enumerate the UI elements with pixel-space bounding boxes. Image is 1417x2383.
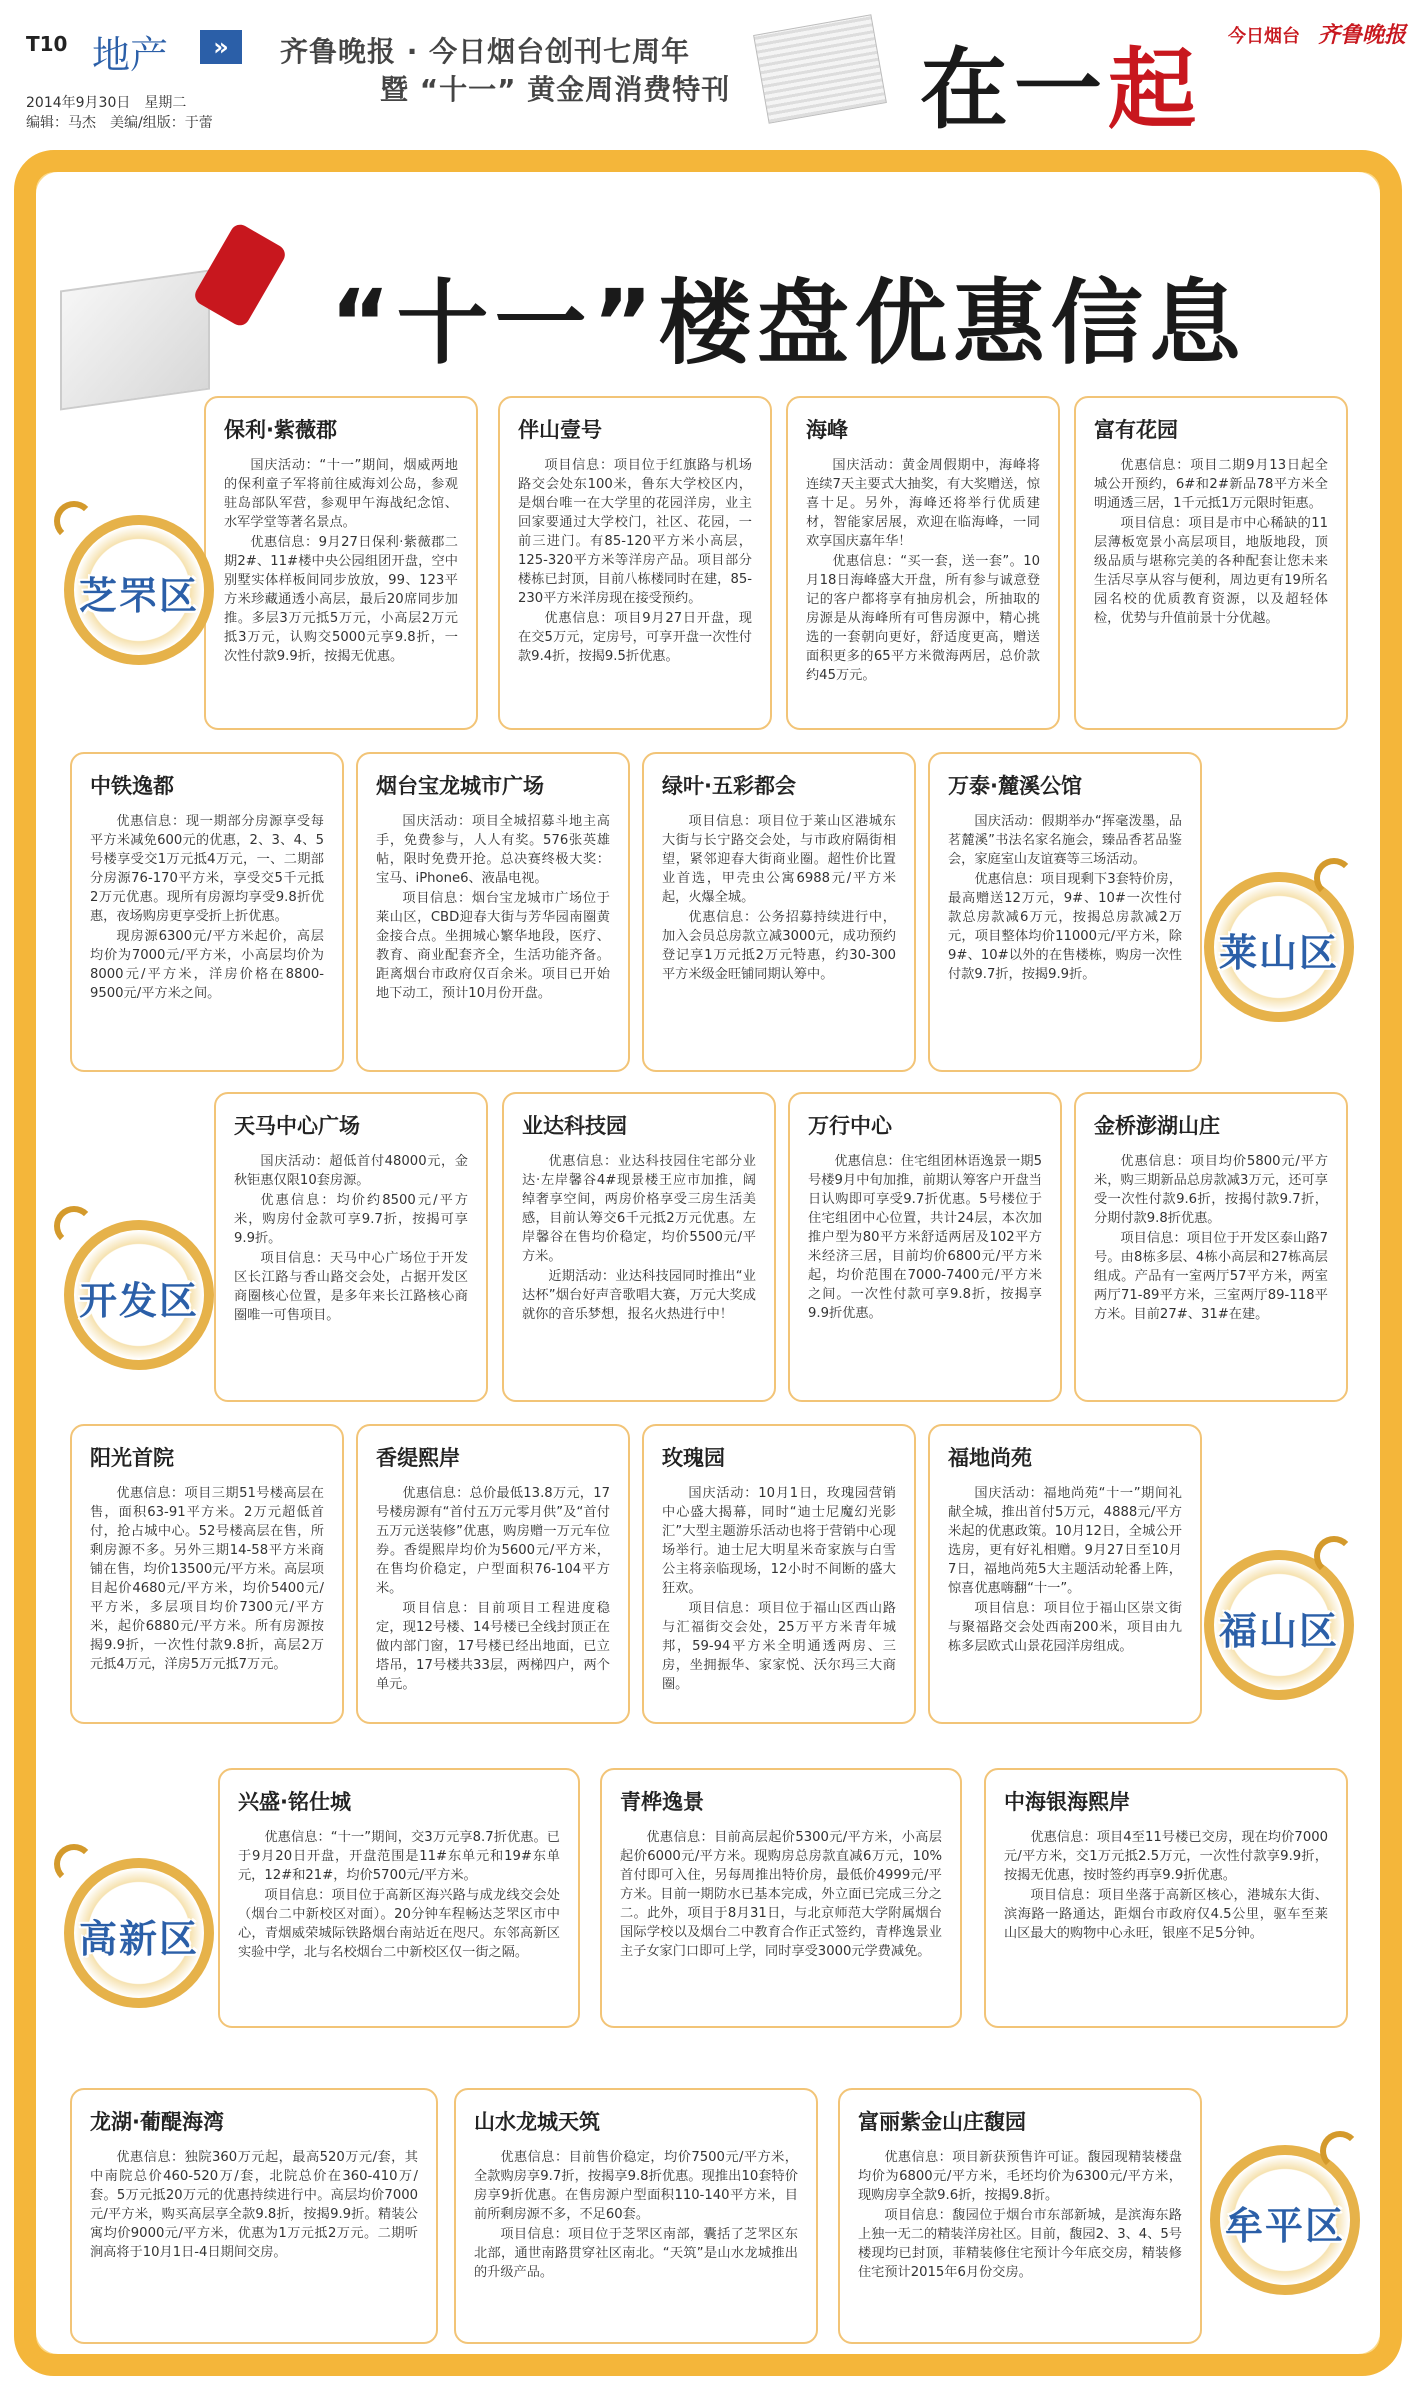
listing-paragraph: 项目信息：烟台宝龙城市广场位于莱山区，CBD迎春大街与芳华园南圈黄金接合点。坐拥城心繁华地段，医疗、教育、商业配套齐全，生活功能齐备。距离烟台市政府仅百余米。项目已开始地下动工，预计10月份开盘。 [376, 891, 610, 1001]
district-label: 福山区 [1218, 1609, 1339, 1653]
listing-card [502, 1092, 776, 1402]
listing-card [786, 396, 1060, 730]
listing-card [600, 1768, 962, 2028]
listing-body [948, 812, 1182, 984]
listing-paragraph: 优惠信息：9月27日保利·紫薇郡二期2#、11#楼中央公园组团开盘，空中别墅实体样板间同步放放，99、123平方米珍藏通透小高层，最后20席同步加推。多层3万元抵5万元，小高层2万元抵3万元，认购交5000元享9.8折，一次性付款9.9折，按揭无优惠。 [224, 535, 458, 664]
listing-body [234, 1152, 468, 1325]
district-label: 牟平区 [1224, 2204, 1345, 2248]
district-label: 高新区 [78, 1917, 199, 1961]
listing-paragraph: 项目信息：项目位于莱山区港城东大街与长宁路交会处，与市政府隔街相望，紧邻迎春大街商业圈。超性价比置业首选，甲壳虫公寓6988元/平方米起，火爆全城。 [662, 814, 896, 905]
listing-card [218, 1768, 580, 2028]
listing-paragraph: 优惠信息：住宅组团林语逸景一期5号楼9月中旬加推，前期认筹客户开盘当日认购即可享受9.7折优惠。5号楼位于住宅组团中心位置，共计24层，本次加推户型为80平方米舒适两居及102平方米经济三居，目前均价6800元/平方米起，均价范围在7000-7400元/平方米之间。一次性付款可享9.8折，按揭享9.9折优惠。 [808, 1154, 1042, 1321]
listing-paragraph: 优惠信息：项目4至11号楼已交房，现在均价7000元/平方米，交1万元抵2.5万元，一次性付款享9.9折，按揭无优惠，按时签约再享9.9折优惠。 [1004, 1830, 1328, 1883]
gift-box-icon [20, 190, 270, 420]
district-badge-kaifa [64, 1220, 214, 1370]
listing-paragraph: 国庆活动：假期举办“挥毫泼墨，品茗麓溪”书法名家名施会，臻品香茗品鉴会，家庭室山友谊赛等三场活动。 [948, 814, 1182, 867]
listing-paragraph: 国庆活动：福地尚苑“十一”期间礼献全城，推出首付5万元，4888元/平方米起的优惠政策。10月12日，全城公开选房，更有好礼相赠。9月27日至10月7日，福地尚苑5大主题活动轮番上阵，惊喜优惠嗨翻“十一”。 [948, 1486, 1182, 1596]
listing-card [356, 752, 630, 1072]
listing-body [1004, 1828, 1328, 1943]
district-badge-muping [1210, 2145, 1360, 2295]
listing-body [808, 1152, 1042, 1323]
page-title: “十一”楼盘优惠信息 [330, 270, 1247, 377]
swirl-ornament [54, 501, 94, 541]
listing-paragraph: 项目信息：项目是市中心稀缺的11层薄板宽景小高层项目，地版地段，顶级品质与堪称完美的各种配套让您未来生活尽享从容与便利，周边更有19所名园名校的优质教育资源，以及超轻体检，优势与升值前景十分优越。 [1094, 516, 1328, 626]
listing-body [948, 1484, 1182, 1656]
page-header [0, 0, 1417, 150]
district-badge-zhifu [64, 515, 214, 665]
listing-paragraph: 现房源6300元/平方米起价，高层均价为7000元/平方米，小高层均价为8000元/平方米，洋房价格在8800-9500元/平方米之间。 [90, 929, 324, 1001]
listing-title: 海峰 [806, 418, 848, 442]
slogan-part-a: 在一 [920, 37, 1109, 141]
listing-paragraph: 项目信息：项目位于红旗路与机场路交会处东100米，鲁东大学校区内，是烟台唯一在大学里的花园洋房，业主回家要通过大学校门，社区、花园，一前三进门。有85-120平方米小高层，125-320平方米等洋房产品。项目部分楼栋已封顶，目前八栋楼同时在建，85-230平方米洋房现在接受预约。 [518, 458, 752, 606]
listing-paragraph: 优惠信息：项目三期51号楼高层在售，面积63-91平方米。2万元超低首付，抢占城中心。52号楼高层在售，所剩房源不多。另外三期14-58平方米商铺在售，均价13500元/平方米。高层项目起价4680元/平方米，均价5400元/平方米，多层项目均价7300元/平方米，起价6880元/平方米。所有房源按揭9.9折，一次性付款9.8折，高层2万元抵4万元，洋房5万元抵7万元。 [90, 1486, 324, 1672]
listing-card [928, 1424, 1202, 1724]
listing-body [518, 456, 752, 666]
listing-paragraph: 项目信息：目前项目工程进度稳定，现12号楼、14号楼已全线封顶正在做内部门窗，17号楼已经出地面，已立塔吊，17号楼共33层，两梯四户，两个单元。 [376, 1601, 610, 1692]
listing-card [204, 396, 478, 730]
listing-body [238, 1828, 560, 1962]
listing-title: 阳光首院 [90, 1446, 174, 1470]
listing-paragraph: 优惠信息：项目均价5800元/平方米，购三期新品总房款减3万元，还可享受一次性付款9.6折，按揭付款9.7折，分期付款9.8折优惠。 [1094, 1154, 1328, 1226]
brand-jinri-yantai: 今日烟台 [1228, 26, 1300, 47]
listing-paragraph: 国庆活动：黄金周假期中，海峰将连续7天主要式大抽奖，有大奖赠送，惊喜十足。另外，海峰还将举行优质建材，智能家居展，欢迎在临海峰，一同欢享国庆嘉年华！ [806, 458, 1040, 549]
district-label: 芝罘区 [78, 574, 199, 618]
listing-paragraph: 优惠信息：公务招募持续进行中，加入会员总房款立减3000元，成功预约登记享1万元抵2万元特惠，约30-300平方米级金旺铺同期认筹中。 [662, 910, 896, 982]
section-name: 地产 [92, 33, 169, 77]
district-badge-fushan [1204, 1550, 1354, 1700]
section-arrow-icon: » [200, 30, 242, 64]
listing-paragraph: 国庆活动：10月1日，玫瑰园营销中心盛大揭幕，同时“迪士尼魔幻光影汇”大型主题游乐活动也将于营销中心现场举行。迪士尼大明星米奇家族与白雪公主将亲临现场，12小时不间断的盛大狂欢。 [662, 1486, 896, 1596]
listing-body [224, 456, 458, 666]
listing-paragraph: 优惠信息：项目现剩下3套特价房，最高赠送12万元，9#、10#一次性付款总房款减6万元，按揭总房款减2万元，项目整体均价11000元/平方米，除9#、10#以外的在售楼栋，购房一次性付款9.7折，按揭9.9折。 [948, 872, 1182, 982]
listing-paragraph: 优惠信息：“买一套，送一套”。10月18日海峰盛大开盘，所有参与诚意登记的客户都将享有抽房机会，所抽取的房源是从海峰所有可售房源中，精心挑选的一套朝向更好，舒适度更高，赠送面积更多的65平方米微海两居，总价款约45万元。 [806, 554, 1040, 683]
listing-body [1094, 456, 1328, 628]
listing-card [214, 1092, 488, 1402]
listing-card [1074, 396, 1348, 730]
listing-paragraph: 优惠信息：“十一”期间，交3万元享8.7折优惠。已于9月20日开盘，开盘范围是11#东单元和19#东单元，12#和21#，均价5700元/平方米。 [238, 1830, 560, 1883]
listing-paragraph: 优惠信息：业达科技园住宅部分业达·左岸馨谷4#现景楼王应市加推，阔绰奢享空间，两房价格享受三房生活美感，目前认筹交6千元抵2万元优惠。左岸馨谷在售均价稳定，均价5500元/平方米。 [522, 1154, 756, 1264]
district-badge-laishan [1204, 872, 1354, 1022]
masthead-line1: 齐鲁晚报 · 今日烟台创刊七周年 [280, 35, 691, 68]
listing-body [376, 1484, 610, 1694]
listing-card [356, 1424, 630, 1724]
listing-title: 烟台宝龙城市广场 [376, 774, 544, 798]
listing-title: 万行中心 [808, 1114, 892, 1138]
listing-card [642, 752, 916, 1072]
district-label: 莱山区 [1218, 931, 1339, 975]
brand-qilu-wanbao: 齐鲁晚报 [1318, 22, 1407, 48]
listing-paragraph: 项目信息：项目位于福山区崇文街与聚福路交会处西南200米，项目由九栋多层欧式山景花园洋房组成。 [948, 1601, 1182, 1654]
listing-paragraph: 国庆活动：“十一”期间，烟威两地的保利童子军将前往威海刘公岛，参观驻岛部队军营，参观甲午海战纪念馆、水军学堂等著名景点。 [224, 458, 458, 530]
listing-title: 金桥澎湖山庄 [1094, 1114, 1220, 1138]
swirl-ornament [1320, 2131, 1360, 2171]
listing-title: 富丽紫金山庄馥园 [858, 2110, 1026, 2134]
listing-body [620, 1828, 942, 1961]
listing-paragraph: 项目信息：项目坐落于高新区核心，港城东大街、滨海路一路通达，距烟台市政府仅4.5公里，驱车至莱山区最大的购物中心永旺，银座不足5分钟。 [1004, 1888, 1328, 1941]
listing-title: 香缇熙岸 [376, 1446, 460, 1470]
listing-paragraph: 优惠信息：项目新获预售许可证。馥园现精装楼盘均价为6800元/平方米，毛坯均价为6300元/平方米，现购房享全款9.6折，按揭9.8折。 [858, 2150, 1182, 2203]
listing-title: 中海银海熙岸 [1004, 1790, 1130, 1814]
newspaper-icon [753, 14, 887, 123]
listing-paragraph: 优惠信息：均价约8500元/平方米，购房付金款可享9.7折，按揭可享9.9折。 [234, 1193, 468, 1246]
listing-card [498, 396, 772, 730]
listing-title: 万泰·麓溪公馆 [948, 774, 1082, 798]
gift-box-body [60, 269, 210, 410]
listing-paragraph: 项目信息：项目位于开发区泰山路7号。由8栋多层、4栋小高层和27栋高层组成。产品有一室两厅57平方米，两室两厅71-89平方米，三室两厅89-118平方米。目前27#、31#在建。 [1094, 1231, 1328, 1322]
listing-paragraph: 项目信息：项目位于芝罘区南部，囊括了芝罘区东北部，通世南路贯穿社区南北。“天筑”是山水龙城推出的升级产品。 [474, 2227, 798, 2280]
editor-line: 编辑：马杰 美编/组版：于蕾 [26, 115, 213, 131]
listing-card [1074, 1092, 1348, 1402]
listing-card [984, 1768, 1348, 2028]
listing-card [928, 752, 1202, 1072]
swirl-ornament [1314, 1536, 1354, 1576]
listing-card [454, 2088, 818, 2344]
listing-paragraph: 项目信息：项目位于福山区西山路与汇福街交会处，25万平方米青年城邦，59-94平方米全明通透两房、三房，坐拥振华、家家悦、沃尔玛三大商圈。 [662, 1601, 896, 1692]
listing-body [90, 2148, 418, 2262]
listing-title: 青桦逸景 [620, 1790, 704, 1814]
listing-paragraph: 优惠信息：项目二期9月13日起全城公开预约，6#和2#新品78平方米全明通透三居，1千元抵1万元限时钜惠。 [1094, 458, 1328, 511]
listing-title: 业达科技园 [522, 1114, 627, 1138]
listing-card [838, 2088, 1202, 2344]
listing-title: 山水龙城天筑 [474, 2110, 600, 2134]
slogan-part-b: 起 [1108, 37, 1203, 141]
listing-card [70, 1424, 344, 1724]
listing-paragraph: 近期活动：业达科技园同时推出“业达杯”烟台好声音歌唱大赛，万元大奖成就你的音乐梦想，报名火热进行中！ [522, 1269, 756, 1322]
listing-title: 福地尚苑 [948, 1446, 1032, 1470]
listing-paragraph: 优惠信息：目前高层起价5300元/平方米，小高层起价6000元/平方米。现购房总房款直减6万元，10%首付即可入住，另每周推出特价房，最低价4999元/平方米。目前一期防水已基本完成，外立面已完成三分之二。此外，项目于8月31日，与北京师范大学附属烟台国际学校以及烟台二中教育合作正式签约，青桦逸景业主子女家门口即可上学，同时享受3000元学费减免。 [620, 1830, 942, 1959]
district-badge-gaoxin [64, 1858, 214, 2008]
listing-paragraph: 项目信息：项目位于高新区海兴路与成龙线交会处（烟台二中新校区对面）。20分钟车程畅达芝罘区市中心，青烟威荣城际铁路烟台南站近在咫尺。东邻高新区实验中学，北与名校烟台二中新校区仅一街之隔。 [238, 1888, 560, 1960]
listing-title: 龙湖·葡醍海湾 [90, 2110, 224, 2134]
listing-title: 中铁逸都 [90, 774, 174, 798]
listing-paragraph: 项目信息：天马中心广场位于开发区长江路与香山路交会处，占据开发区商圈核心位置，是多年来长江路核心商圈唯一可售项目。 [234, 1251, 468, 1323]
listing-paragraph: 优惠信息：总价最低13.8万元，17号楼房源有“首付五万元零月供”及“首付五万元送装修”优惠，购房赠一万元车位券。香缇熙岸均价为5600元/平方米，在售均价稳定，户型面积76-104平方米。 [376, 1486, 610, 1596]
listing-body [474, 2148, 798, 2282]
listing-paragraph: 国庆活动：项目全城招募斗地主高手，免费参与，人人有奖。576张英雄帖，限时免费开抢。总决赛终极大奖：宝马、iPhone6、液晶电视。 [376, 814, 610, 886]
listing-paragraph: 优惠信息：现一期部分房源享受每平方米减免600元的优惠，2、3、4、5号楼享受交1万元抵4万元，一、二期部分房源76-170平方米，享受交5千元抵2万元优惠。现所有房源均享受9.8折优惠，夜场购房更享受折上折优惠。 [90, 814, 324, 924]
page-number: T10 [26, 32, 68, 56]
listing-card [788, 1092, 1062, 1402]
listing-paragraph: 优惠信息：项目9月27日开盘，现在交5万元，定房号，可享开盘一次性付款9.4折，按揭9.5折优惠。 [518, 611, 752, 664]
listing-paragraph: 优惠信息：独院360万元起，最高520万元/套，其中南院总价460-520万/套，北院总价在360-410万/套。5万元抵20万元的优惠持续进行中。高层均价7000元/平方米，购买高层享全款9.8折，按揭9.9折。精装公寓均价9000元/平方米，优惠为1万元抵2万元。二期听涧高将于10月1日-4日期间交房。 [90, 2150, 418, 2260]
listing-card [70, 2088, 438, 2344]
listing-title: 伴山壹号 [518, 418, 602, 442]
slogan [920, 20, 1202, 146]
date-line: 2014年9月30日 星期二 [26, 95, 187, 111]
listing-body [90, 812, 324, 1003]
district-label: 开发区 [78, 1279, 199, 1323]
swirl-ornament [54, 1844, 94, 1884]
listing-paragraph: 国庆活动：超低首付48000元，金秋钜惠仅限10套房源。 [234, 1154, 468, 1188]
listing-title: 兴盛·铭仕城 [238, 1790, 351, 1814]
swirl-ornament [54, 1206, 94, 1246]
listing-body [858, 2148, 1182, 2282]
listing-paragraph: 项目信息：馥园位于烟台市东部新城，是滨海东路上独一无二的精装洋房社区。目前，馥园2、3、4、5号楼现均已封顶，菲精装修住宅预计今年底交房，精装修住宅预计2015年6月份交房。 [858, 2208, 1182, 2280]
listing-body [806, 456, 1040, 685]
listing-card [642, 1424, 916, 1724]
listing-body [662, 812, 896, 984]
listing-paragraph: 优惠信息：目前售价稳定，均价7500元/平方米，全款购房享9.7折，按揭享9.8折优惠。现推出10套特价房享9折优惠。在售房源户型面积110-140平方米，目前所剩房源不多，不足60套。 [474, 2150, 798, 2222]
listing-body [662, 1484, 896, 1694]
listing-title: 玫瑰园 [662, 1446, 725, 1470]
listing-body [376, 812, 610, 1003]
listing-title: 保利·紫薇郡 [224, 418, 337, 442]
listing-body [522, 1152, 756, 1324]
swirl-ornament [1314, 858, 1354, 898]
listing-title: 天马中心广场 [234, 1114, 360, 1138]
listing-card [70, 752, 344, 1072]
listing-title: 绿叶·五彩都会 [662, 774, 796, 798]
masthead-line2: 暨 “十一” 黄金周消费特刊 [380, 73, 731, 106]
listing-title: 富有花园 [1094, 418, 1178, 442]
listing-body [1094, 1152, 1328, 1324]
listing-body [90, 1484, 324, 1674]
